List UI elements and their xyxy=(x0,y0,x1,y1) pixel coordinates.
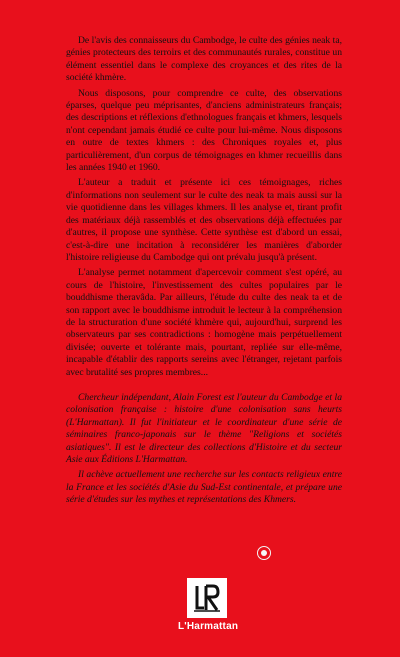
publisher-block xyxy=(178,578,239,632)
back-cover-summary xyxy=(66,35,342,382)
author-bio xyxy=(66,392,342,510)
bio-paragraph: Il achève actuellement une recherche sur les contacts religieux entre la France et les sociétés d'Asie du Sud-Est continentale, et prépare une série d'études sur les mythes et représentations des Khmers. xyxy=(66,469,342,506)
summary-paragraph: L'analyse permet notamment d'apercevoir comment s'est opéré, au cours de l'histoire, l'investissement des cultes populaires par le bouddhisme theravâda. Par ailleurs, l'étude du culte des neak ta et de son rapport avec le bouddhisme introduit le lecteur à la compréhension de la structuration d'une société khmère qui, aujourd'hui, surprend les observateurs par ses contradictions : homogène mais perpétuellement divisée; ouverte et tolérante mais, pourtant, repliée sur elle-même, incapable d'établir des rapports sereins avec l'étranger, rejetant parfois avec brutalité ses propres membres... xyxy=(66,267,342,378)
publisher-logo-icon xyxy=(187,578,227,618)
circle-mark-icon xyxy=(257,546,271,560)
summary-paragraph: L'auteur a traduit et présente ici ces témoignages, riches d'informations non seulement sur le culte des neak ta mais aussi sur la vie quotidienne dans les villages khmers. Il les analyse et, tirant profit des matériaux déjà rassemblés et des observations déjà effectuées par d'autres, il propose une synthèse. Cette synthèse est d'abord un essai, c'est-à-dire une incitation à reconsidérer les manières d'aborder l'histoire religieuse du Cambodge qui ont prévalu jusqu'à présent. xyxy=(66,177,342,263)
publisher-name: L'Harmattan xyxy=(178,621,239,632)
bio-paragraph: Chercheur indépendant, Alain Forest est l'auteur du Cambodge et la colonisation française : histoire d'une colonisation sans heurts (L'Harmattan). Il fut l'initiateur et le coordinateur d'une série de séminaires franco-japonais sur le thème "Religions et sociétés asiatiques". Il est le directeur des collections d'Histoire et du secteur Asie aux Éditions L'Harmattan. xyxy=(66,392,342,466)
summary-paragraph: Nous disposons, pour comprendre ce culte, des observations éparses, quelque peu méprisantes, d'anciens administrateurs français; des descriptions et réflexions d'ethnologues français et khmers, lesquels n'ont cependant jamais étudié ce culte pour lui-même. Nous disposons en outre de textes khmers : des Chroniques royales et, plus particulièrement, d'un corpus de témoignages en khmer recueillis dans les années 1940 et 1960. xyxy=(66,87,342,174)
summary-paragraph: De l'avis des connaisseurs du Cambodge, le culte des génies neak ta, génies protecteurs des terroirs et des communautés rurales, constitue un élément essentiel dans le complexe des croyances et des rites de la société khmère. xyxy=(66,35,342,84)
